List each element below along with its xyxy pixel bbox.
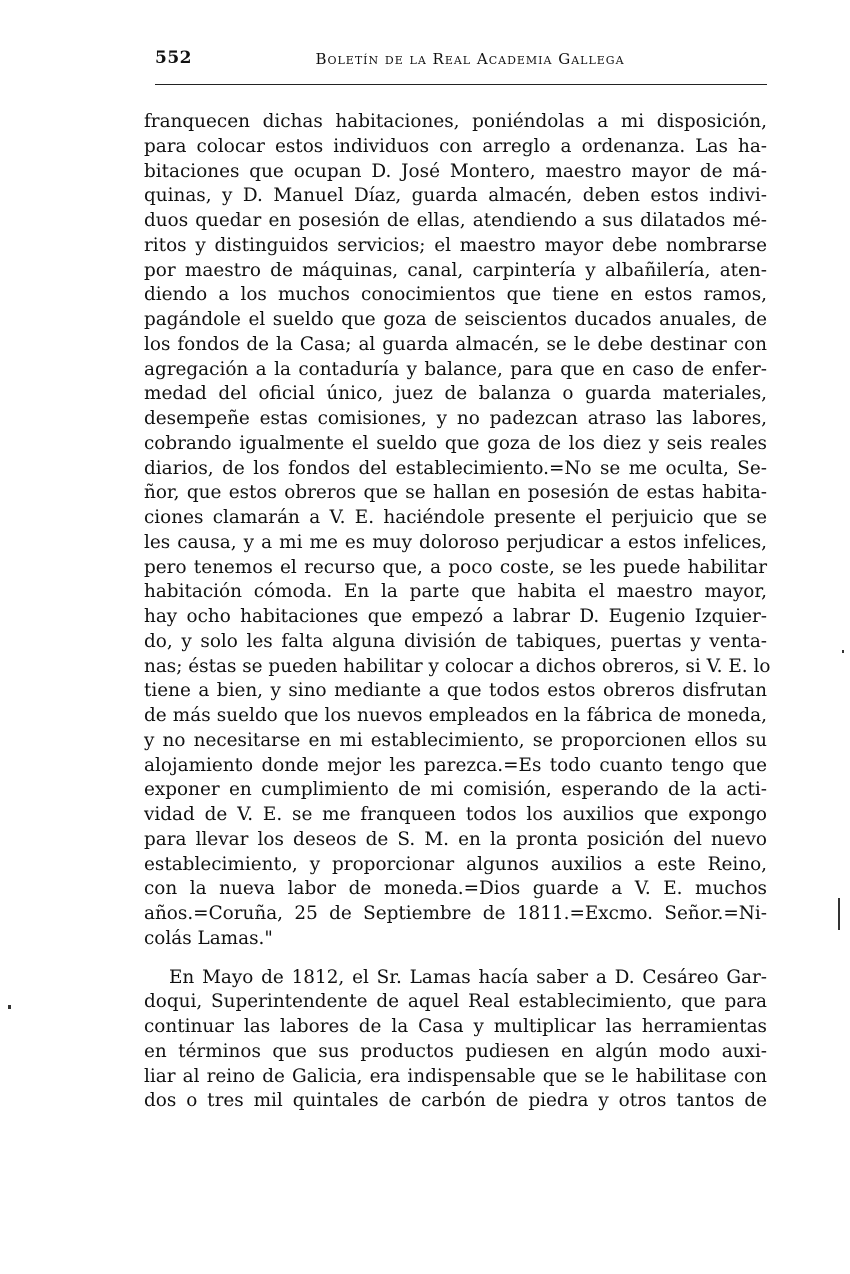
body-line: diendo a los muchos conocimientos que tiene en estos ramos, <box>144 284 767 306</box>
body-line: do, y solo les falta alguna división de tabiques, puertas y venta- <box>144 630 767 652</box>
running-title: Boletín de la Real Academia Gallega <box>315 50 625 68</box>
body-line: pagándole el sueldo que goza de seiscientos ducados anuales, de <box>144 309 767 330</box>
body-line: colás Lamas." <box>144 927 273 949</box>
body-line: los fondos de la Casa; al guarda almacén, se le debe destinar con <box>144 333 767 355</box>
body-line: agregación a la contaduría y balance, para que en caso de enfer- <box>144 358 767 380</box>
body-line: por maestro de máquinas, canal, carpintería y albañilería, aten- <box>144 259 767 281</box>
body-line: medad del oficial único, juez de balanza o guarda materiales, <box>144 383 767 405</box>
scan-speck <box>842 650 844 653</box>
body-line: cobrando igualmente el sueldo que goza de los diez y seis reales <box>144 432 767 454</box>
body-line: establecimiento, y proporcionar algunos auxilios a este Reino, <box>144 853 767 875</box>
body-line: de más sueldo que los nuevos empleados en la fábrica de moneda, <box>144 705 767 726</box>
body-line: continuar las labores de la Casa y multiplicar las herramientas <box>144 1016 767 1037</box>
body-line: dos o tres mil quintales de carbón de piedra y otros tantos de <box>144 1090 767 1112</box>
body-line: nas; éstas se pueden habilitar y colocar a dichos obreros, si V. E. lo <box>144 655 771 677</box>
body-line: hay ocho habitaciones que empezó a labrar D. Eugenio Izquier- <box>144 606 767 627</box>
page-number: 552 <box>155 48 192 68</box>
header-rule <box>155 84 767 85</box>
body-line: ritos y distinguidos servicios; el maestro mayor debe nombrarse <box>144 234 767 256</box>
body-line: les causa, y a mi me es muy doloroso perjudicar a estos infelices, <box>144 531 767 553</box>
body-line: con la nueva labor de moneda.=Dios guarde a V. E. muchos <box>144 878 767 900</box>
body-line: quinas, y D. Manuel Díaz, guarda almacén, deben estos indivi- <box>144 185 767 207</box>
scan-speck <box>838 898 840 930</box>
body-line: alojamiento donde mejor les parezca.=Es todo cuanto tengo que <box>144 754 767 776</box>
body-line: franquecen dichas habitaciones, poniéndolas a mi disposición, <box>144 111 767 132</box>
body-line: duos quedar en posesión de ellas, atendiendo a sus dilatados mé- <box>144 210 767 231</box>
body-line: tiene a bien, y sino mediante a que todos estos obreros disfrutan <box>144 680 767 702</box>
body-line: para colocar estos individuos con arreglo a ordenanza. Las ha- <box>144 135 767 157</box>
body-line: pero tenemos el recurso que, a poco coste, se les puede habilitar <box>144 556 767 578</box>
body-line: diarios, de los fondos del establecimiento.=No se me oculta, Se- <box>144 457 767 479</box>
body-line: y no necesitarse en mi establecimiento, se proporcionen ellos su <box>144 729 767 751</box>
body-line: exponer en cumplimiento de mi comisión, esperando de la acti- <box>144 779 767 801</box>
paragraph-first-line: En Mayo de 1812, el Sr. Lamas hacía saber a D. Cesáreo Gar- <box>169 966 767 988</box>
body-line: años.=Coruña, 25 de Septiembre de 1811.=Excmo. Señor.=Ni- <box>144 903 767 924</box>
body-line: bitaciones que ocupan D. José Montero, maestro mayor de má- <box>144 160 767 182</box>
body-line: desempeñe estas comisiones, y no padezcan atraso las labores, <box>144 408 767 429</box>
body-line: habitación cómoda. En la parte que habita el maestro mayor, <box>144 581 767 603</box>
page-body <box>144 110 771 1114</box>
body-line: doqui, Superintendente de aquel Real establecimiento, que para <box>144 991 767 1013</box>
scan-speck <box>8 1005 11 1009</box>
body-line: para llevar los deseos de S. M. en la pronta posición del nuevo <box>144 828 767 850</box>
body-line: ciones clamarán a V. E. haciéndole presente el perjuicio que se <box>144 507 767 528</box>
body-line: ñor, que estos obreros que se hallan en posesión de estas habita- <box>144 482 767 504</box>
body-line: liar al reino de Galicia, era indispensable que se le habilitase con <box>144 1065 767 1087</box>
body-line: en términos que sus productos pudiesen en algún modo auxi- <box>144 1040 767 1062</box>
body-line: vidad de V. E. se me franqueen todos los auxilios que expongo <box>144 804 767 825</box>
